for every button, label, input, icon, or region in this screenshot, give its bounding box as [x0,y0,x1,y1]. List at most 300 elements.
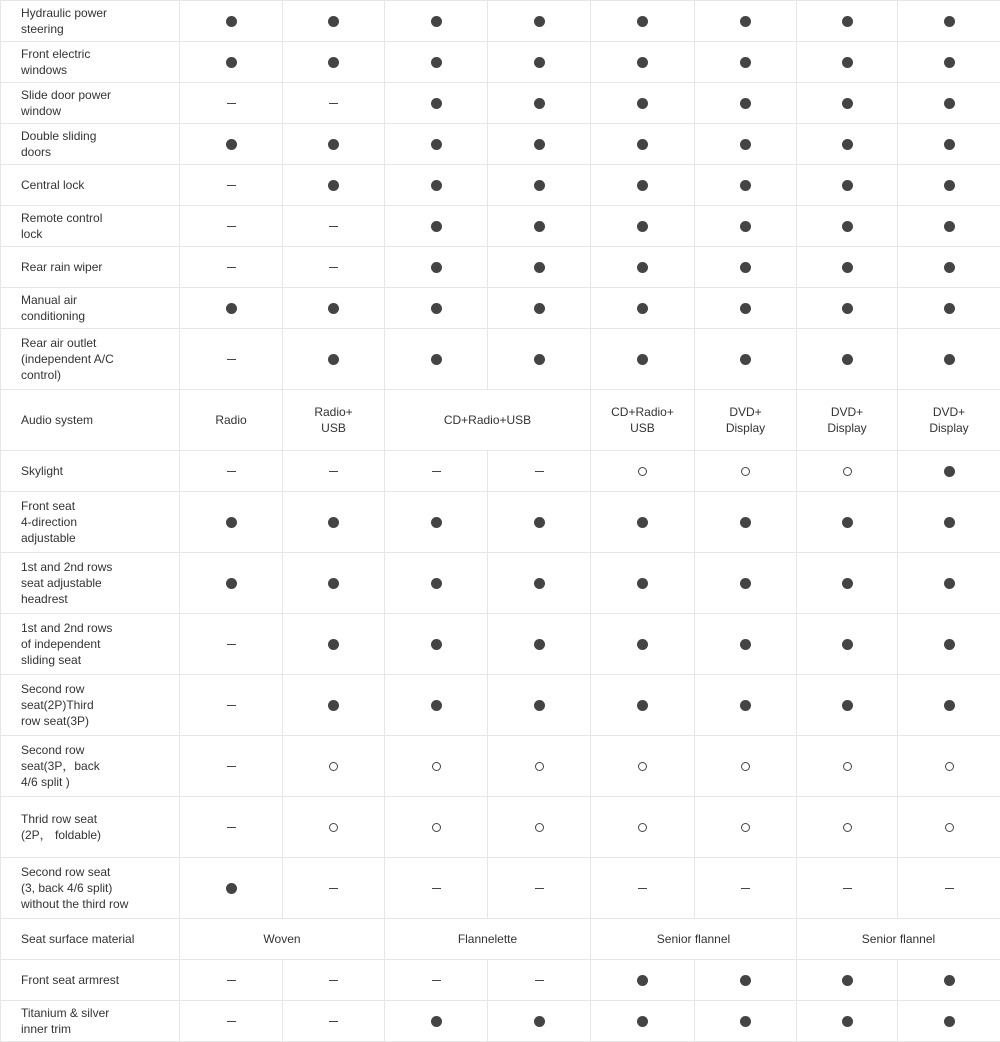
feature-label-text [21,5,107,37]
filled-circle-icon [637,180,648,191]
availability-cell [591,492,695,553]
availability-cell [385,1001,488,1042]
value-line: Woven [263,932,301,946]
dash-icon [329,103,338,104]
filled-circle-icon [842,16,853,27]
availability-cell [898,797,1000,858]
value-line: USB [630,421,655,435]
availability-cell [695,675,797,736]
value-cell [385,919,591,960]
filled-circle-icon [226,303,237,314]
feature-label-rear-air-outlet-independent-a-c-control [1,329,180,390]
filled-circle-icon [740,180,751,191]
feature-label-line: sliding seat [21,653,82,667]
value-line: Flannelette [457,932,518,946]
dash-icon [227,185,236,186]
dash-icon [329,226,338,227]
table-row [1,451,1000,492]
availability-cell [180,858,283,919]
dash-icon [432,471,441,472]
filled-circle-icon [637,221,648,232]
availability-cell [898,83,1000,124]
filled-circle-icon [431,139,442,150]
feature-label-line: Hydraulic power [21,6,108,20]
filled-circle-icon [534,700,545,711]
value-text [611,404,674,436]
availability-cell [180,960,283,1001]
filled-circle-icon [637,303,648,314]
filled-circle-icon [842,139,853,150]
availability-cell [898,858,1000,919]
value-line: DVD+ [729,405,762,419]
filled-circle-icon [328,16,339,27]
filled-circle-icon [431,517,442,528]
dash-icon [227,226,236,227]
feature-label-skylight [1,451,180,492]
feature-label-rear-rain-wiper [1,247,180,288]
feature-label-text [21,1005,109,1037]
filled-circle-icon [944,98,955,109]
feature-label-line: 4-direction [21,515,78,529]
value-text [263,931,300,947]
filled-circle-icon [431,700,442,711]
table-row [1,797,1000,858]
availability-cell [283,553,385,614]
feature-label-front-seat-armrest [1,960,180,1001]
value-line: Display [725,421,766,435]
availability-cell [797,165,898,206]
feature-label-line: Front seat [21,499,76,513]
availability-cell [180,42,283,83]
availability-cell [591,553,695,614]
filled-circle-icon [637,262,648,273]
hollow-circle-icon [329,762,338,771]
filled-circle-icon [944,57,955,68]
filled-circle-icon [740,303,751,314]
dash-icon [329,471,338,472]
availability-cell [797,329,898,390]
availability-cell [591,451,695,492]
table-row [1,553,1000,614]
availability-cell [385,736,488,797]
value-text [314,404,352,436]
availability-cell [385,165,488,206]
table-row [1,919,1000,960]
hollow-circle-icon [432,823,441,832]
value-cell [591,390,695,451]
filled-circle-icon [842,303,853,314]
dash-icon [227,267,236,268]
filled-circle-icon [226,16,237,27]
filled-circle-icon [534,303,545,314]
availability-cell [283,165,385,206]
availability-cell [180,492,283,553]
availability-cell [488,960,591,1001]
availability-cell [180,165,283,206]
filled-circle-icon [226,517,237,528]
filled-circle-icon [740,700,751,711]
dash-icon [227,766,236,767]
value-line: CD+Radio+ [611,405,674,419]
feature-label-line: Slide door power [21,88,112,102]
hollow-circle-icon [638,762,647,771]
availability-cell [591,1001,695,1042]
availability-cell [283,1001,385,1042]
availability-cell [695,165,797,206]
availability-cell [797,675,898,736]
availability-cell [797,247,898,288]
table-row [1,288,1000,329]
availability-cell [385,83,488,124]
availability-cell [283,858,385,919]
spec-table-body [1,1,1000,1042]
availability-cell [180,614,283,675]
filled-circle-icon [842,57,853,68]
filled-circle-icon [431,262,442,273]
value-cell [797,390,898,451]
filled-circle-icon [637,139,648,150]
availability-cell [283,42,385,83]
availability-cell [180,329,283,390]
availability-cell [797,736,898,797]
filled-circle-icon [328,303,339,314]
availability-cell [591,83,695,124]
filled-circle-icon [534,354,545,365]
filled-circle-icon [328,639,339,650]
value-cell [180,390,283,451]
availability-cell [180,83,283,124]
feature-label-line: Second row seat [21,865,111,879]
availability-cell [898,206,1000,247]
filled-circle-icon [944,221,955,232]
filled-circle-icon [944,354,955,365]
filled-circle-icon [534,221,545,232]
hollow-circle-icon [741,467,750,476]
availability-cell [283,960,385,1001]
hollow-circle-icon [843,762,852,771]
availability-cell [898,124,1000,165]
hollow-circle-icon [945,823,954,832]
value-cell [591,919,797,960]
table-row [1,960,1000,1001]
feature-label-line: Remote control [21,211,103,225]
feature-label-line: inner trim [21,1022,72,1036]
filled-circle-icon [431,180,442,191]
availability-cell [283,797,385,858]
feature-label-line: Central lock [21,178,85,192]
feature-label-text [21,811,101,843]
feature-label-text [21,463,63,479]
availability-cell [797,960,898,1001]
feature-label-titanium-silver-inner-trim [1,1001,180,1042]
filled-circle-icon [740,578,751,589]
availability-cell [898,675,1000,736]
availability-cell [695,451,797,492]
feature-label-line: seat adjustable [21,576,102,590]
filled-circle-icon [431,354,442,365]
feature-label-line: 4/6 split ) [21,775,70,789]
dash-icon [227,980,236,981]
table-row [1,492,1000,553]
availability-cell [591,206,695,247]
feature-label-hydraulic-power-steering [1,1,180,42]
availability-cell [385,247,488,288]
feature-label-line: (3, back 4/6 split) [21,881,113,895]
table-row [1,42,1000,83]
availability-cell [488,492,591,553]
availability-cell [695,83,797,124]
hollow-circle-icon [329,823,338,832]
filled-circle-icon [431,221,442,232]
availability-cell [488,329,591,390]
feature-label-line: seat(2P)Third [21,698,94,712]
dash-icon [329,1021,338,1022]
filled-circle-icon [637,16,648,27]
availability-cell [695,736,797,797]
hollow-circle-icon [741,762,750,771]
filled-circle-icon [944,975,955,986]
table-row [1,329,1000,390]
filled-circle-icon [637,975,648,986]
availability-cell [591,247,695,288]
table-row [1,83,1000,124]
table-row [1,736,1000,797]
feature-label-second-row-seat-3-back-4-6-split-without-the-third-row [1,858,180,919]
filled-circle-icon [740,139,751,150]
availability-cell [180,736,283,797]
feature-label-line: Second row [21,743,85,757]
value-cell [695,390,797,451]
availability-cell [283,288,385,329]
availability-cell [283,451,385,492]
filled-circle-icon [842,221,853,232]
table-row [1,247,1000,288]
hollow-circle-icon [535,823,544,832]
filled-circle-icon [842,517,853,528]
value-text [862,931,935,947]
feature-label-line: row seat(3P) [21,714,90,728]
feature-label-slide-door-power-window [1,83,180,124]
availability-cell [385,553,488,614]
availability-cell [488,553,591,614]
filled-circle-icon [740,354,751,365]
filled-circle-icon [534,639,545,650]
availability-cell [898,247,1000,288]
filled-circle-icon [842,98,853,109]
availability-cell [283,206,385,247]
filled-circle-icon [944,180,955,191]
feature-label-line: steering [21,22,64,36]
feature-label-1st-and-2nd-rows-of-independent-sliding-seat [1,614,180,675]
availability-cell [180,675,283,736]
filled-circle-icon [328,180,339,191]
dash-icon [227,359,236,360]
filled-circle-icon [740,639,751,650]
feature-label-1st-and-2nd-rows-seat-adjustable-headrest [1,553,180,614]
availability-cell [797,288,898,329]
filled-circle-icon [534,517,545,528]
filled-circle-icon [637,517,648,528]
availability-cell [591,1,695,42]
filled-circle-icon [944,700,955,711]
table-row [1,858,1000,919]
feature-label-second-row-seat-3p-back-4-6-split [1,736,180,797]
feature-label-line: control) [21,368,62,382]
table-row [1,390,1000,451]
filled-circle-icon [637,1016,648,1027]
feature-label-line: Thrid row seat [21,812,98,826]
availability-cell [283,329,385,390]
hollow-circle-icon [945,762,954,771]
hollow-circle-icon [741,823,750,832]
availability-cell [695,288,797,329]
table-row [1,1001,1000,1042]
hollow-circle-icon [638,467,647,476]
feature-label-line: 1st and 2nd rows [21,560,113,574]
feature-label-line: conditioning [21,309,86,323]
availability-cell [488,247,591,288]
availability-cell [591,165,695,206]
value-cell [898,390,1000,451]
availability-cell [898,1001,1000,1042]
filled-circle-icon [944,517,955,528]
availability-cell [385,858,488,919]
availability-cell [180,124,283,165]
dash-icon [227,471,236,472]
availability-cell [488,83,591,124]
feature-label-text [21,46,90,78]
availability-cell [488,614,591,675]
availability-cell [180,1001,283,1042]
value-text [458,931,517,947]
availability-cell [591,288,695,329]
filled-circle-icon [534,16,545,27]
value-text [726,404,765,436]
value-text [444,412,531,428]
filled-circle-icon [534,57,545,68]
value-line: Display [929,421,969,435]
availability-cell [797,1,898,42]
table-row [1,206,1000,247]
availability-cell [488,797,591,858]
feature-label-seat-surface-material [1,919,180,960]
filled-circle-icon [637,354,648,365]
table-row [1,1,1000,42]
availability-cell [898,1,1000,42]
filled-circle-icon [431,578,442,589]
feature-label-thrid-row-seat-2p-foldable [1,797,180,858]
table-row [1,124,1000,165]
filled-circle-icon [842,1016,853,1027]
availability-cell [385,42,488,83]
value-line: Radio+ [314,405,353,419]
filled-circle-icon [740,98,751,109]
availability-cell [283,247,385,288]
availability-cell [488,206,591,247]
feature-label-second-row-seat-2p-third-row-seat-3p [1,675,180,736]
filled-circle-icon [226,57,237,68]
feature-label-line: (independent A/C [21,352,114,366]
filled-circle-icon [944,16,955,27]
dash-icon [741,888,750,889]
availability-cell [283,675,385,736]
availability-cell [385,451,488,492]
filled-circle-icon [944,139,955,150]
hollow-circle-icon [843,467,852,476]
dash-icon [432,888,441,889]
filled-circle-icon [534,262,545,273]
availability-cell [797,797,898,858]
availability-cell [797,83,898,124]
filled-circle-icon [740,57,751,68]
value-text [215,412,246,428]
availability-cell [898,614,1000,675]
filled-circle-icon [328,700,339,711]
value-cell [180,919,385,960]
filled-circle-icon [431,303,442,314]
availability-cell [488,124,591,165]
value-line: CD+Radio+USB [443,413,532,427]
filled-circle-icon [637,98,648,109]
feature-label-line: of independent [21,637,101,651]
feature-label-audio-system [1,390,180,451]
availability-cell [180,553,283,614]
filled-circle-icon [842,975,853,986]
filled-circle-icon [842,700,853,711]
availability-cell [898,736,1000,797]
availability-cell [591,675,695,736]
availability-cell [180,797,283,858]
filled-circle-icon [944,1016,955,1027]
feature-label-line: lock [21,227,43,241]
feature-label-front-seat-4-direction-adjustable [1,492,180,553]
filled-circle-icon [842,354,853,365]
feature-label-line: Second row [21,682,85,696]
availability-cell [898,42,1000,83]
feature-label-text [21,292,85,324]
availability-cell [488,736,591,797]
feature-label-line: Rear air outlet [21,336,97,350]
feature-label-line: without the third row [21,897,129,911]
feature-label-line: Manual air [21,293,78,307]
dash-icon [227,827,236,828]
filled-circle-icon [431,57,442,68]
feature-label-text [21,559,112,607]
value-text [929,404,968,436]
availability-cell [488,288,591,329]
dash-icon [843,888,852,889]
feature-label-line: window [21,104,62,118]
dash-icon [432,980,441,981]
feature-label-line: Front seat armrest [21,973,120,987]
availability-cell [797,614,898,675]
filled-circle-icon [328,354,339,365]
filled-circle-icon [944,303,955,314]
availability-cell [385,288,488,329]
filled-circle-icon [328,57,339,68]
filled-circle-icon [944,578,955,589]
availability-cell [385,206,488,247]
filled-circle-icon [534,98,545,109]
filled-circle-icon [740,1016,751,1027]
filled-circle-icon [431,16,442,27]
feature-label-line: 1st and 2nd rows [21,621,113,635]
feature-label-line: Double sliding [21,129,97,143]
availability-cell [488,165,591,206]
feature-label-line: doors [21,145,52,159]
availability-cell [695,42,797,83]
availability-cell [797,553,898,614]
